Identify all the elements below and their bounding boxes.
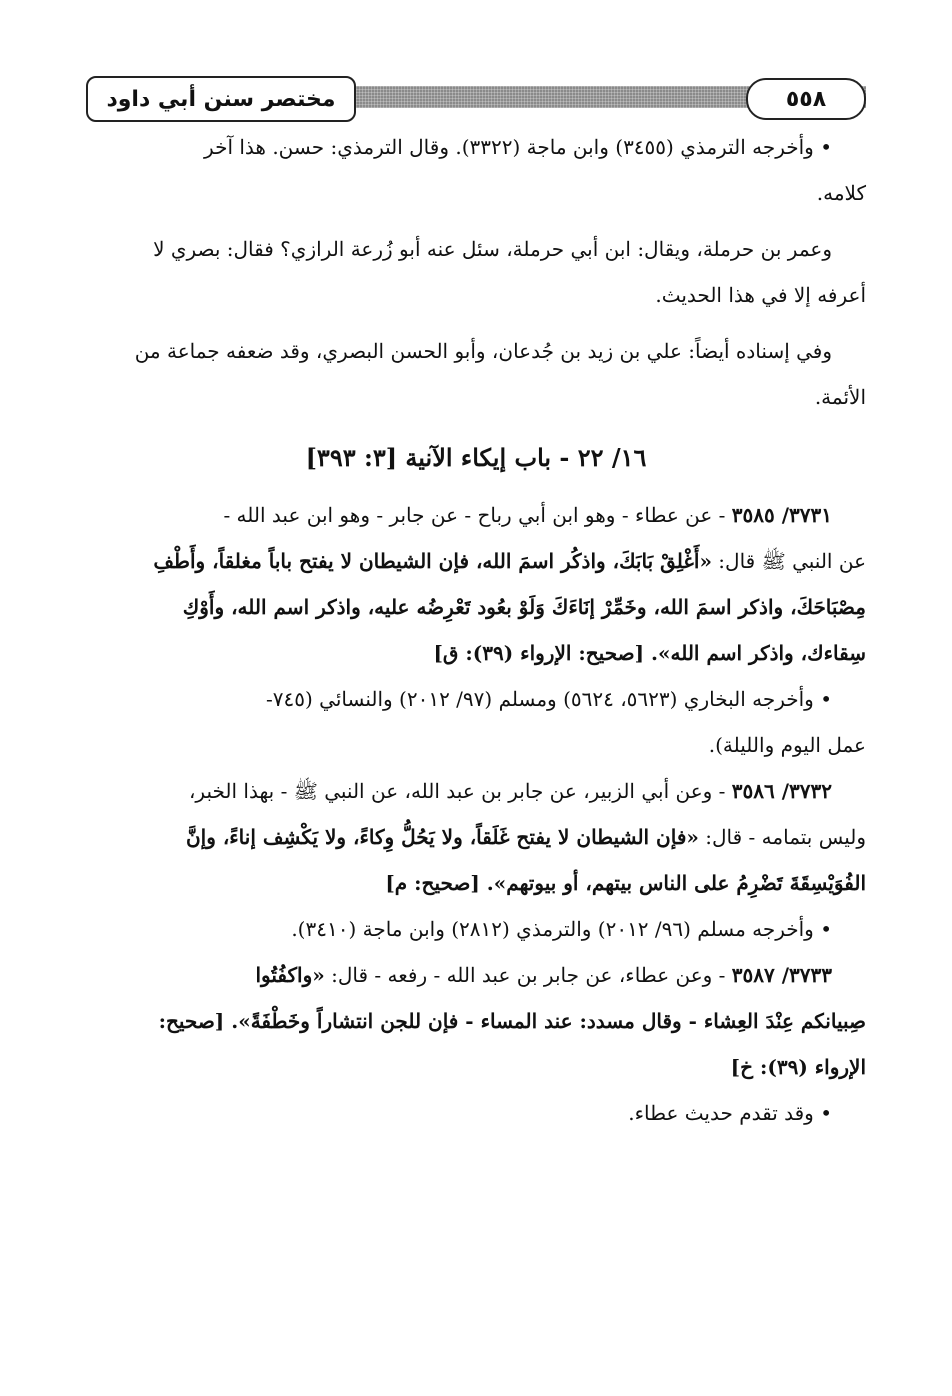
- text-span: عن النبي ﷺ قال:: [711, 549, 866, 573]
- hadith-3733: [86, 952, 866, 998]
- text-line: الأئمة.: [814, 385, 866, 409]
- page-header: [86, 76, 866, 122]
- hadith-matn: مِصْبَاحَكَ، واذكر اسمَ الله، وخَمِّرْ إنَاءَكَ وَلَوْ بعُود تَعْرِضُه عليه، واذكر اسم الله، وأَوْكِ: [182, 595, 866, 619]
- text-line: وعمر بن حرملة، ويقال: ابن أبي حرملة، سئل عنه أبو زُرعة الرازي؟ فقال: بصري لا: [153, 237, 832, 261]
- text-line: وفي إسناده أيضاً: علي بن زيد بن جُدعان، وأبو الحسن البصري، وقد ضعفه جماعة من: [134, 339, 832, 363]
- hadith-matn: الفُوَيْسِقَةَ تَضْرِمُ على الناس بيتهم، أو بيوتهم». [صحيح: م]: [385, 871, 866, 895]
- text-span: وليس بتمامه - قال:: [698, 825, 866, 849]
- takhrij-line: • وأخرجه البخاري (٥٦٢٣، ٥٦٢٤) ومسلم (٩٧/ ٢٠١٢) والنسائي (٧٤٥-: [266, 687, 832, 711]
- hadith-matn: «أَغْلِقْ بَابَكَ، واذكُر اسمَ الله، فإن الشيطان لا يفتح باباً مغلقاً، وأَطْفِ: [153, 549, 712, 573]
- hadith-number: ٣٧٣٢/ ٣٥٨٦: [731, 779, 832, 803]
- hadith-number: ٣٧٣١/ ٣٥٨٥: [731, 503, 832, 527]
- book-title: مختصر سنن أبي داود: [86, 76, 356, 122]
- takhrij-line: عمل اليوم والليلة).: [708, 733, 866, 757]
- hadith-matn: «فإن الشيطان لا يفتح غَلَقاً، ولا يَحُلُّ وِكاءً، ولا يَكْشِف إناءً، وإنَّ: [185, 825, 699, 849]
- chapter-heading: ١٦/ ٢٢ - باب إيكاء الآنية [٣: ٣٩٣]: [305, 443, 647, 472]
- hadith-3731: [86, 492, 866, 538]
- hadith-matn: سِقاءك، واذكر اسم الله». [صحيح: الإرواء (٣٩): ق]: [433, 641, 866, 665]
- text-line: [86, 538, 866, 584]
- text-line: كلامه.: [816, 181, 866, 205]
- text-span: - وعن أبي الزبير، عن جابر بن عبد الله، عن النبي ﷺ - بهذا الخبر،: [188, 779, 732, 803]
- page-body: [86, 124, 866, 1136]
- hadith-matn: صِبيانكم عِنْدَ العِشاء - وقال مسدد: عند المساء - فإن للجن انتشاراً وخَطْفَةً». [صحيح:: [158, 1009, 866, 1033]
- hadith-matn: «واكفُتُوا: [255, 963, 325, 987]
- hadith-matn: الإرواء (٣٩): خ]: [730, 1055, 866, 1079]
- takhrij-line: • وأخرجه مسلم (٩٦/ ٢٠١٢) والترمذي (٢٨١٢) وابن ماجة (٣٤١٠).: [291, 917, 832, 941]
- text-span: - عن عطاء - وهو ابن أبي رباح - عن جابر - وهو ابن عبد الله -: [223, 503, 732, 527]
- text-line: [86, 814, 866, 860]
- takhrij-line: • وقد تقدم حديث عطاء.: [628, 1101, 832, 1125]
- text-line: أعرفه إلا في هذا الحديث.: [655, 283, 866, 307]
- page-number: ٥٥٨: [746, 78, 866, 120]
- text-line: • وأخرجه الترمذي (٣٤٥٥) وابن ماجة (٣٣٢٢). وقال الترمذي: حسن. هذا آخر: [204, 135, 832, 159]
- hadith-number: ٣٧٣٣/ ٣٥٨٧: [731, 963, 832, 987]
- hadith-3732: [86, 768, 866, 814]
- text-span: - وعن عطاء، عن جابر بن عبد الله - رفعه - قال:: [324, 963, 732, 987]
